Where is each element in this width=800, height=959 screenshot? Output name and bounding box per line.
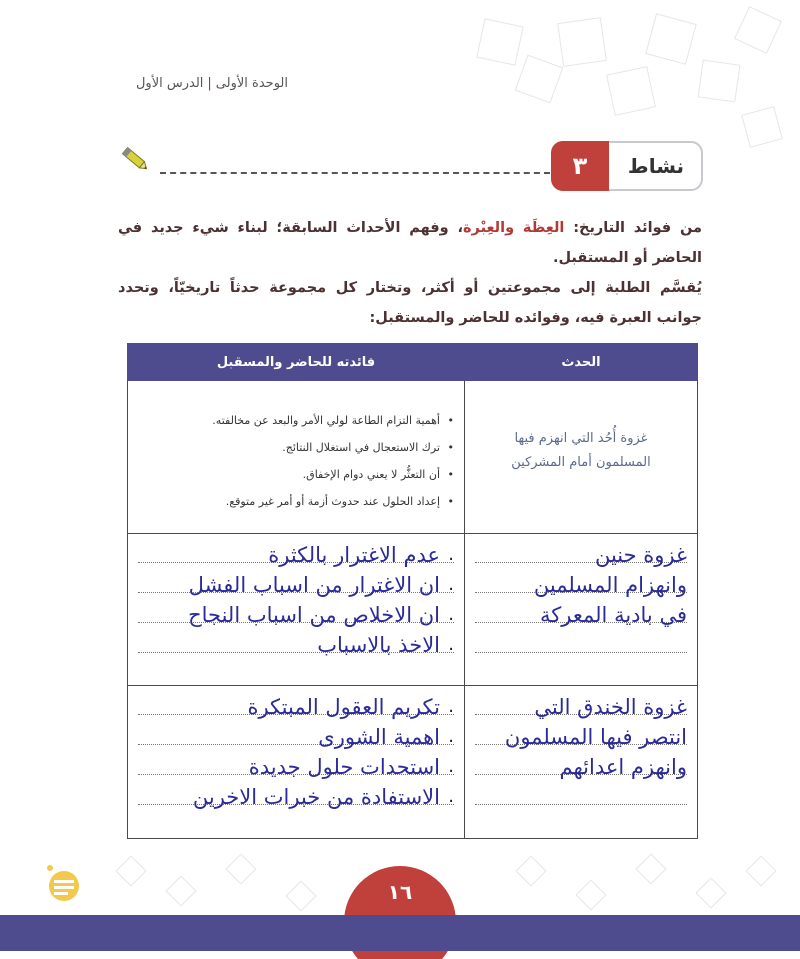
page-number: ١٦: [387, 880, 413, 904]
event-line-text: انتصر فيها المسلمون: [504, 725, 687, 749]
event-line-text: غزوة الخندق التي: [534, 695, 687, 719]
example-event-line: المسلمون أمام المشركين: [511, 455, 651, 470]
event-line-text: وانهزام المسلمين: [533, 573, 687, 597]
decorative-square: [741, 106, 783, 148]
example-benefit-cell: [128, 381, 465, 534]
decorative-square: [606, 66, 656, 116]
intro-emphasis: العِظَة والعِبْرة: [462, 220, 565, 236]
decorative-square: [635, 853, 666, 884]
benefit-line-text: الاخذ بالاسباب: [317, 633, 440, 657]
header-benefit: فائدته للحاضر والمسقبل: [128, 344, 465, 381]
page-header: [118, 76, 288, 91]
decorative-square: [575, 879, 606, 910]
intro-rest: ، وفهم الأحداث السابقة؛ لبناء شيء جديد في الحاضر أو المستقبل.: [118, 220, 702, 266]
intro-paragraph-2: يُقسَّم الطلبة إلى مجموعتين أو أكثر، وتختار كل مجموعة حدثاً تاريخيّاً، وتحدد جوانب العبرة فيه، وفوائده للحاضر والمستقبل:: [118, 280, 702, 326]
benefit-line-text: ان الاخلاص من اسباب النجاح: [188, 603, 440, 627]
decorative-square: [165, 875, 196, 906]
benefit-line[interactable]: . استحدات حلول جديدة: [138, 752, 454, 782]
benefit-line[interactable]: . تكريم العقول المبتكرة: [138, 692, 454, 722]
ministry-logo-icon: [42, 862, 82, 906]
benefit-input-cell[interactable]: [128, 534, 465, 686]
activity-number: ٣: [551, 141, 609, 191]
decorative-square: [225, 853, 256, 884]
activity-label: نشاط: [627, 154, 685, 178]
example-benefit-item: • أن التعثُّر لا يعني دوام الإخفاق.: [138, 461, 454, 488]
benefit-line[interactable]: . الاستفادة من خبرات الاخرين: [138, 782, 454, 812]
event-line[interactable]: [475, 600, 687, 630]
decorative-square: [734, 6, 782, 54]
benefit-line-text: عدم الاغترار بالكثرة: [268, 543, 440, 567]
benefit-line[interactable]: . ان الاغترار من اسباب الفشل: [138, 570, 454, 600]
pencil-icon: [118, 142, 152, 176]
event-input-cell[interactable]: [465, 686, 698, 839]
example-event-line: غزوة أُحُد التي انهزم فيها: [514, 431, 648, 446]
benefit-line[interactable]: . عدم الاغترار بالكثرة: [138, 540, 454, 570]
decorative-square: [476, 18, 523, 65]
event-line[interactable]: [475, 782, 687, 812]
dashed-divider: [160, 172, 550, 174]
benefit-line-text: تكريم العقول المبتكرة: [247, 695, 440, 719]
unit-label: الوحدة الأولى: [215, 76, 288, 91]
example-event-cell: [465, 381, 698, 534]
example-benefit-item: • ترك الاستعجال في استغلال النتائج.: [138, 434, 454, 461]
table-row-2: [128, 686, 698, 839]
event-line[interactable]: [475, 722, 687, 752]
table-row-example: [128, 381, 698, 534]
event-line[interactable]: [475, 570, 687, 600]
decorative-square: [515, 55, 564, 104]
event-line-text: في بادية المعركة: [540, 603, 687, 627]
table-row-1: [128, 534, 698, 686]
benefit-input-cell[interactable]: [128, 686, 465, 839]
event-line[interactable]: [475, 540, 687, 570]
intro-paragraph-1: [118, 213, 702, 273]
decorative-square: [115, 855, 146, 886]
event-line-text: غزوة حنين: [594, 543, 687, 567]
decorative-square: [695, 877, 726, 908]
event-line[interactable]: [475, 692, 687, 722]
intro-prefix: من فوائد التاريخ:: [564, 220, 702, 236]
decorative-square: [745, 855, 776, 886]
decorative-square: [698, 60, 741, 103]
event-line[interactable]: [475, 752, 687, 782]
benefit-line[interactable]: . الاخذ بالاسباب: [138, 630, 454, 660]
benefit-line-text: الاستفادة من خبرات الاخرين: [192, 785, 440, 809]
benefit-line-text: ان الاغترار من اسباب الفشل: [188, 573, 440, 597]
benefit-line[interactable]: . ان الاخلاص من اسباب النجاح: [138, 600, 454, 630]
decorative-square: [645, 13, 696, 64]
decorative-square: [515, 855, 546, 886]
benefit-line[interactable]: . اهمية الشورى: [138, 722, 454, 752]
example-benefit-item: • أهمية التزام الطاعة لولي الأمر والبعد عن مخالفته.: [138, 407, 454, 434]
activity-table: [127, 343, 698, 839]
footer-bar: [0, 915, 800, 951]
benefit-line-text: استحدات حلول جديدة: [248, 755, 440, 779]
decorative-square: [557, 17, 607, 67]
header-event: الحدث: [465, 344, 698, 381]
event-input-cell[interactable]: [465, 534, 698, 686]
header-separator: |: [207, 76, 212, 91]
example-benefit-item: • إعداد الحلول عند حدوث أزمة أو أمر غير متوقع.: [138, 488, 454, 515]
lesson-label: الدرس الأول: [135, 76, 204, 91]
table-header-row: [128, 344, 698, 381]
decorative-square: [285, 880, 316, 911]
event-line-text: وانهزم اعدائهم: [559, 755, 687, 779]
event-line[interactable]: [475, 630, 687, 660]
benefit-line-text: اهمية الشورى: [318, 725, 440, 749]
